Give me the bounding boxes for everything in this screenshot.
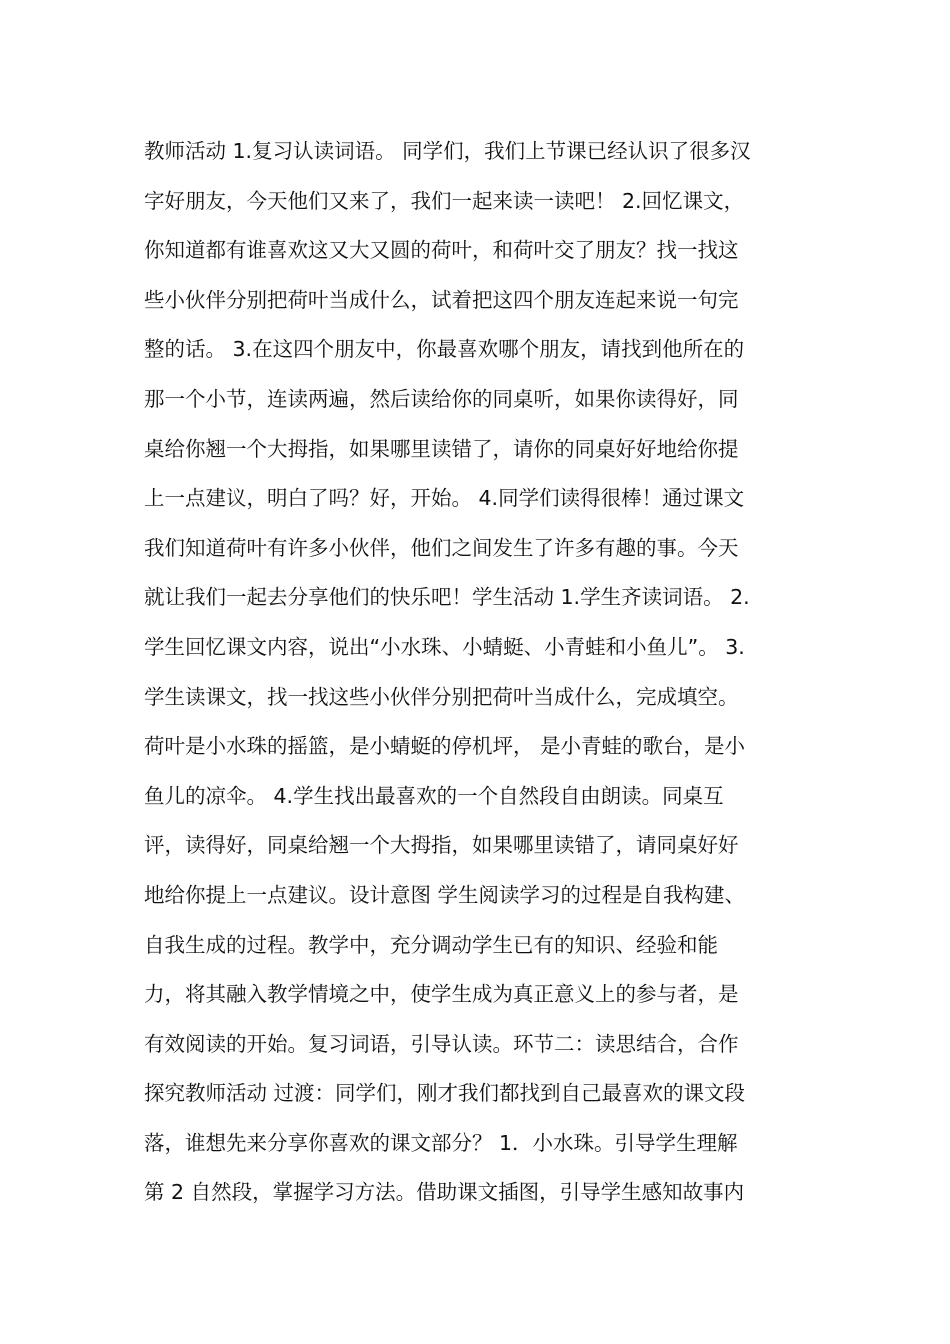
text-line: 那一个小节，连读两遍，然后读给你的同桌听，如果你读得好，同 [144,386,739,411]
text-line: 我们知道荷叶有许多小伙伴，他们之间发生了许多有趣的事。今天 [144,535,739,560]
text-line: 探究教师活动 过渡：同学们，刚才我们都找到自己最喜欢的课文段 [144,1081,746,1106]
text-line: 有效阅读的开始。复习词语，引导认读。环节二：读思结合，合作 [144,1031,739,1056]
text-line: 荷叶是小水珠的摇篮，是小蜻蜓的停机坪， 是小青蛙的歌台，是小 [144,734,746,759]
text-line: 地给你提上一点建议。设计意图 学生阅读学习的过程是自我构建、 [144,882,746,907]
text-line: 力，将其融入教学情境之中，使学生成为真正意义上的参与者，是 [144,982,739,1007]
text-line: 就让我们一起去分享他们的快乐吧！学生活动 1.学生齐读词语。 2. [144,585,750,610]
text-line: 教师活动 1.复习认读词语。 同学们，我们上节课已经认识了很多汉 [144,139,751,163]
text-line: 你知道都有谁喜欢这又大又圆的荷叶，和荷叶交了朋友？找一找这 [144,238,739,263]
text-line: 学生回忆课文内容，说出“小水珠、小蜻蜓、小青蛙和小鱼儿”。 3. [144,634,745,659]
text-line: 字好朋友，今天他们又来了，我们一起来读一读吧！ 2.回忆课文， [144,188,745,213]
text-line: 评，读得好，同桌给翘一个大拇指，如果哪里读错了，请同桌好好 [144,833,739,858]
text-line: 学生读课文，找一找这些小伙伴分别把荷叶当成什么，完成填空。 [144,684,739,709]
text-line: 自我生成的过程。教学中，充分调动学生已有的知识、经验和能 [144,932,718,957]
text-line: 鱼儿的凉伞。 4.学生找出最喜欢的一个自然段自由朗读。同桌互 [144,783,724,808]
text-line: 第 2 自然段，掌握学习方法。借助课文插图，引导学生感知故事内 [144,1180,745,1205]
text-line: 落，谁想先来分享你喜欢的课文部分？ 1．小水珠。引导学生理解 [144,1130,738,1155]
text-line: 些小伙伴分别把荷叶当成什么，试着把这四个朋友连起来说一句完 [144,287,739,312]
text-line: 整的话。 3.在这四个朋友中，你最喜欢哪个朋友，请找到他所在的 [144,337,745,362]
document-body [144,130,814,1221]
text-line: 桌给你翘一个大拇指，如果哪里读错了，请你的同桌好好地给你提 [144,436,739,461]
text-line: 上一点建议，明白了吗？好，开始。 4.同学们读得很棒！通过课文 [144,486,745,511]
